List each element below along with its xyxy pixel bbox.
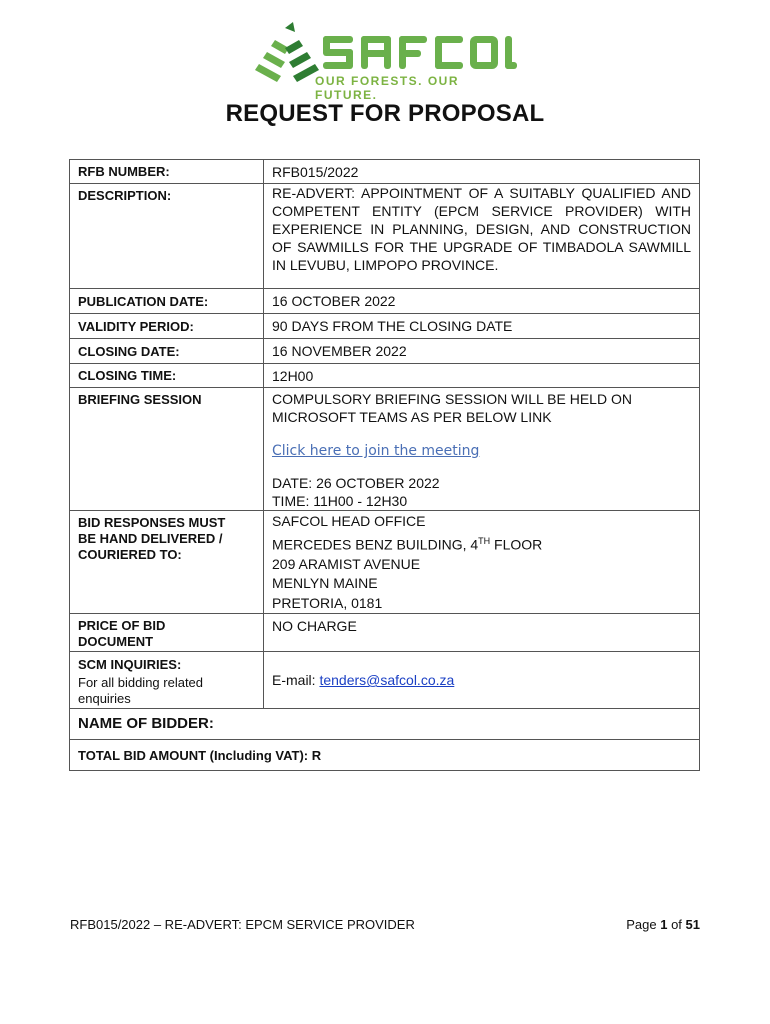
briefing-date: DATE: 26 OCTOBER 2022 <box>272 475 440 491</box>
briefing-time: TIME: 11H00 - 12H30 <box>272 493 408 509</box>
price-label <box>70 614 264 652</box>
name-of-bidder: NAME OF BIDDER: <box>70 709 700 740</box>
briefing-session-value <box>264 388 700 511</box>
address-line-4: MENLYN MAINE <box>272 575 378 592</box>
price-label-line-1: PRICE OF BID <box>78 618 166 634</box>
briefing-line-1: COMPULSORY BRIEFING SESSION WILL BE HELD ON <box>272 391 632 407</box>
scm-sub-1: For all bidding related <box>78 675 204 691</box>
closing-time-label: CLOSING TIME: <box>70 364 264 388</box>
table-row-price <box>70 614 700 652</box>
table-row-description <box>70 184 700 289</box>
total-bid-amount: TOTAL BID AMOUNT (Including VAT): R <box>70 740 700 771</box>
closing-date-value: 16 NOVEMBER 2022 <box>264 339 700 364</box>
table-row-publication-date <box>70 289 700 314</box>
table-row-rfb-number <box>70 160 700 184</box>
briefing-session-label: BRIEFING SESSION <box>70 388 264 511</box>
logo-tagline: OUR FORESTS. OUR FUTURE. <box>315 74 460 102</box>
address-line-2: MERCEDES BENZ BUILDING, 4TH FLOOR <box>272 535 543 553</box>
table-row-briefing-session <box>70 388 700 511</box>
rfb-number-label: RFB NUMBER: <box>70 160 264 184</box>
address-line-1: SAFCOL HEAD OFFICE <box>272 513 426 529</box>
safcol-logo <box>255 22 517 102</box>
publication-date-label: PUBLICATION DATE: <box>70 289 264 314</box>
validity-period-label: VALIDITY PERIOD: <box>70 314 264 339</box>
bid-responses-label <box>70 511 264 614</box>
price-value: NO CHARGE <box>264 614 700 652</box>
description-label: DESCRIPTION: <box>70 184 264 289</box>
page-title: REQUEST FOR PROPOSAL <box>225 100 545 127</box>
briefing-line-2: MICROSOFT TEAMS AS PER BELOW LINK <box>272 409 552 425</box>
bid-responses-label-line-3: COURIERED TO: <box>78 547 182 562</box>
table-row-closing-date <box>70 339 700 364</box>
table-row-name-of-bidder <box>70 709 700 740</box>
footer-document-title: RFB015/2022 – RE-ADVERT: EPCM SERVICE PROVIDER <box>70 917 415 932</box>
rfb-number-value: RFB015/2022 <box>264 160 700 184</box>
email-prefix: E-mail: <box>272 672 320 689</box>
scm-contact <box>264 652 700 709</box>
join-meeting-link[interactable]: Click here to join the meeting <box>272 443 480 459</box>
closing-time-value: 12H00 <box>264 364 700 388</box>
address-line-5: PRETORIA, 0181 <box>272 594 383 611</box>
bid-responses-label-line-2: BE HAND DELIVERED / <box>78 531 223 546</box>
footer-page-number: Page 1 of 51 <box>626 917 700 932</box>
table-row-closing-time <box>70 364 700 388</box>
rfp-details-table <box>69 159 700 771</box>
table-row-validity-period <box>70 314 700 339</box>
price-label-line-2: DOCUMENT <box>78 634 154 650</box>
table-row-total-bid <box>70 740 700 771</box>
scm-label: SCM INQUIRIES: <box>78 657 182 673</box>
publication-date-value: 16 OCTOBER 2022 <box>264 289 700 314</box>
table-row-bid-responses <box>70 511 700 614</box>
scm-inquiries-label <box>70 652 264 709</box>
closing-date-label: CLOSING DATE: <box>70 339 264 364</box>
email-link[interactable]: tenders@safcol.co.za <box>319 672 455 689</box>
description-value: RE-ADVERT: APPOINTMENT OF A SUITABLY QUALIFIED AND COMPETENT ENTITY (EPCM SERVICE PROVIDER) WITH EXPERIENCE IN PLANNING, DESIGN, AND CONSTRUCTION OF SAWMILLS FOR THE UPGRADE OF TIMBADOLA SAWMILL IN LEVUBU, LIMPOPO PROVINCE. <box>264 184 700 289</box>
table-row-scm-inquiries <box>70 652 700 709</box>
scm-sub-2: enquiries <box>78 691 131 707</box>
delivery-address <box>264 511 700 614</box>
address-line-3: 209 ARAMIST AVENUE <box>272 555 421 572</box>
validity-period-value: 90 DAYS FROM THE CLOSING DATE <box>264 314 700 339</box>
bid-responses-label-line-1: BID RESPONSES MUST <box>78 515 226 530</box>
